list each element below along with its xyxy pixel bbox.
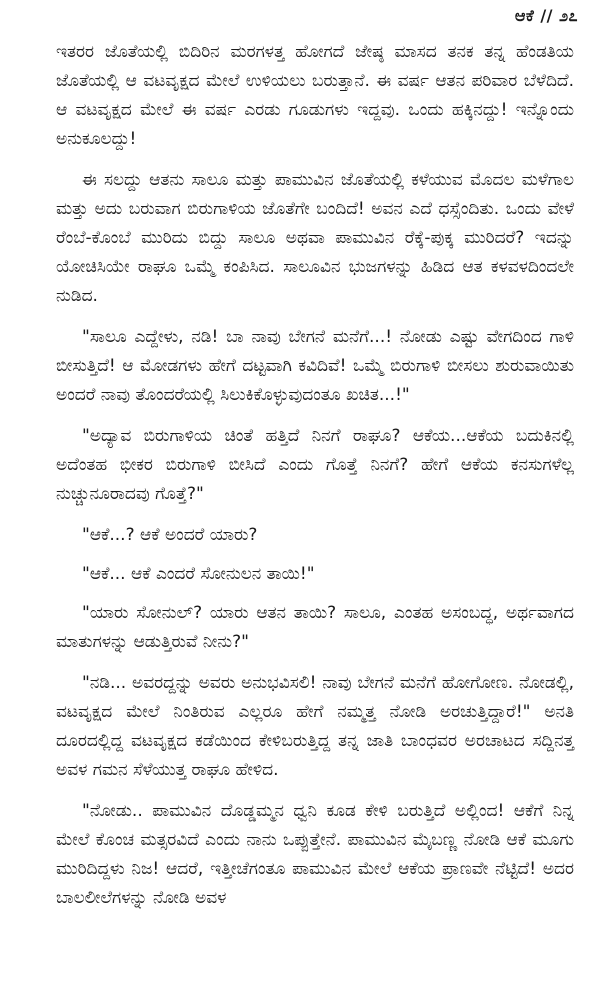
paragraph-9: "ನೋಡು.. ಪಾಮುವಿನ ದೊಡ್ಡಮ್ಮನ ಧ್ವನಿ ಕೂಡ ಕೇಳಿ ಬರುತ್ತಿದೆ ಅಲ್ಲಿಂದ! ಆಕೆಗೆ ನಿನ್ನ ಮೇಲೆ ಕೊಂಚ ಮತ್ಸರವಿದೆ ಎಂದು ನಾನು ಒಪ್ಪುತ್ತೇನೆ. ಪಾಮುವಿನ ಮೈಬಣ್ಣ ನೋಡಿ ಆಕೆ ಮೂಗು ಮುರಿದಿದ್ದಳು ನಿಜ! ಆದರೆ, ಇತ್ತೀಚೆಗಂತೂ ಪಾಮುವಿನ ಮೇಲೆ ಆಕೆಯ ಪ್ರಾಣವೇ ನೆಟ್ಟಿದೆ! ಅದರ ಬಾಲಲೀಲೆಗಳನ್ನು ನೋಡಿ ಅವಳ	[56, 801, 574, 908]
paragraph-6: "ಆಕೆ... ಆಕೆ ಎಂದರೆ ಸೋನುಲನ ತಾಯಿ!"	[82, 564, 315, 584]
paragraph-7: "ಯಾರು ಸೋನುಲ್? ಯಾರು ಆತನ ತಾಯಿ? ಸಾಲೂ, ಎಂತಹ ಅಸಂಬದ್ಧ, ಅರ್ಥವಾಗದ ಮಾತುಗಳನ್ನು ಆಡುತ್ತಿರುವೆ ನೀನು?"	[56, 603, 574, 652]
paragraph-1: ಇತರರ ಜೊತೆಯಲ್ಲಿ ಬಿದಿರಿನ ಮರಗಳತ್ತ ಹೋಗದೆ ಜೇಷ್ಠ ಮಾಸದ ತನಕ ತನ್ನ ಹೆಂಡತಿಯ ಜೊತೆಯಲ್ಲಿ ಆ ವಟವೃಕ್ಷದ ಮೇಲೆ ಉಳಿಯಲು ಬರುತ್ತಾನೆ. ಈ ವರ್ಷ ಆತನ ಪರಿವಾರ ಬೆಳೆದಿದೆ. ಆ ವಟವೃಕ್ಷದ ಮೇಲೆ ಈ ವರ್ಷ ಎರಡು ಗೂಡುಗಳು ಇದ್ದವು. ಒಂದು ಹಕ್ಕಿನದ್ದು! ಇನ್ನೊಂದು ಅನುಕೂಲದ್ದು!	[56, 42, 574, 149]
paragraph-4: "ಅದ್ಯಾವ ಬಿರುಗಾಳಿಯ ಚಿಂತೆ ಹತ್ತಿದೆ ನಿನಗೆ ರಾಘೂ? ಆಕೆಯ...ಆಕೆಯ ಬದುಕಿನಲ್ಲಿ ಅದೆಂತಹ ಭೀಕರ ಬಿರುಗಾಳಿ ಬೀಸಿದೆ ಎಂದು ಗೊತ್ತೆ ನಿನಗೆ? ಹೇಗೆ ಆಕೆಯ ಕನಸುಗಳೆಲ್ಲ ನುಚ್ಚುನೂರಾದವು ಗೊತ್ತೆ?"	[56, 426, 574, 504]
paragraph-3: "ಸಾಲೂ ಎದ್ದೇಳು, ನಡಿ! ಬಾ ನಾವು ಬೇಗನೆ ಮನೆಗೆ...! ನೋಡು ಎಷ್ಟು ವೇಗದಿಂದ ಗಾಳಿ ಬೀಸುತ್ತಿದೆ! ಆ ಮೋಡಗಳು ಹೇಗೆ ದಟ್ಟವಾಗಿ ಕವಿದಿವೆ! ಒಮ್ಮೆ ಬಿರುಗಾಳಿ ಬೀಸಲು ಶುರುವಾಯಿತು ಅಂದರೆ ನಾವು ತೊಂದರೆಯಲ್ಲಿ ಸಿಲುಕಿಕೊಳ್ಳುವುದಂತೂ ಖಚಿತ...!"	[56, 327, 574, 405]
paragraph-2: ಈ ಸಲದ್ದು ಆತನು ಸಾಲೂ ಮತ್ತು ಪಾಮುವಿನ ಜೊತೆಯಲ್ಲಿ ಕಳೆಯುವ ಮೊದಲ ಮಳೆಗಾಲ ಮತ್ತು ಅದು ಬರುವಾಗ ಬಿರುಗಾಳಿಯ ಜೊತೆಗೇ ಬಂದಿದೆ! ಅವನ ಎದೆ ಧಸ್ಸೆಂದಿತು. ಒಂದು ವೇಳೆ ರೆಂಬೆ-ಕೊಂಬೆ ಮುರಿದು ಬಿದ್ದು ಸಾಲೂ ಅಥವಾ ಪಾಮುವಿನ ರೆಕ್ಕೆ-ಪುಕ್ಕ ಮುರಿದರೆ? ಇದನ್ನು ಯೋಚಿಸಿಯೇ ರಾಘೂ ಒಮ್ಮೆ ಕಂಪಿಸಿದ. ಸಾಲೂವಿನ ಭುಜಗಳನ್ನು ಹಿಡಿದ ಆತ ಕಳವಳದಿಂದಲೇ ನುಡಿದ.	[56, 170, 574, 306]
paragraph-8: "ನಡಿ... ಅವರದ್ದನ್ನು ಅವರು ಅನುಭವಿಸಲಿ! ನಾವು ಬೇಗನೆ ಮನೆಗೆ ಹೋಗೋಣ. ನೋಡಲ್ಲಿ, ವಟವೃಕ್ಷದ ಮೇಲೆ ನಿಂತಿರುವ ಎಲ್ಲರೂ ಹೇಗೆ ನಮ್ಮತ್ತ ನೋಡಿ ಅರಚುತ್ತಿದ್ದಾರೆ!" ಅನತಿ ದೂರದಲ್ಲಿದ್ದ ವಟವೃಕ್ಷದ ಕಡೆಯಿಂದ ಕೇಳಿಬರುತ್ತಿದ್ದ ತನ್ನ ಜಾತಿ ಬಾಂಧವರ ಅರಚಾಟದ ಸದ್ದಿನತ್ತ ಅವಳ ಗಮನ ಸೆಳೆಯುತ್ತ ರಾಘೂ ಹೇಳಿದ.	[56, 673, 574, 780]
paragraph-5: "ಆಕೆ...? ಆಕೆ ಅಂದರೆ ಯಾರು?	[82, 525, 258, 545]
body-text	[56, 38, 574, 925]
running-head: ಆಕೆ // ೨೭	[514, 6, 578, 25]
